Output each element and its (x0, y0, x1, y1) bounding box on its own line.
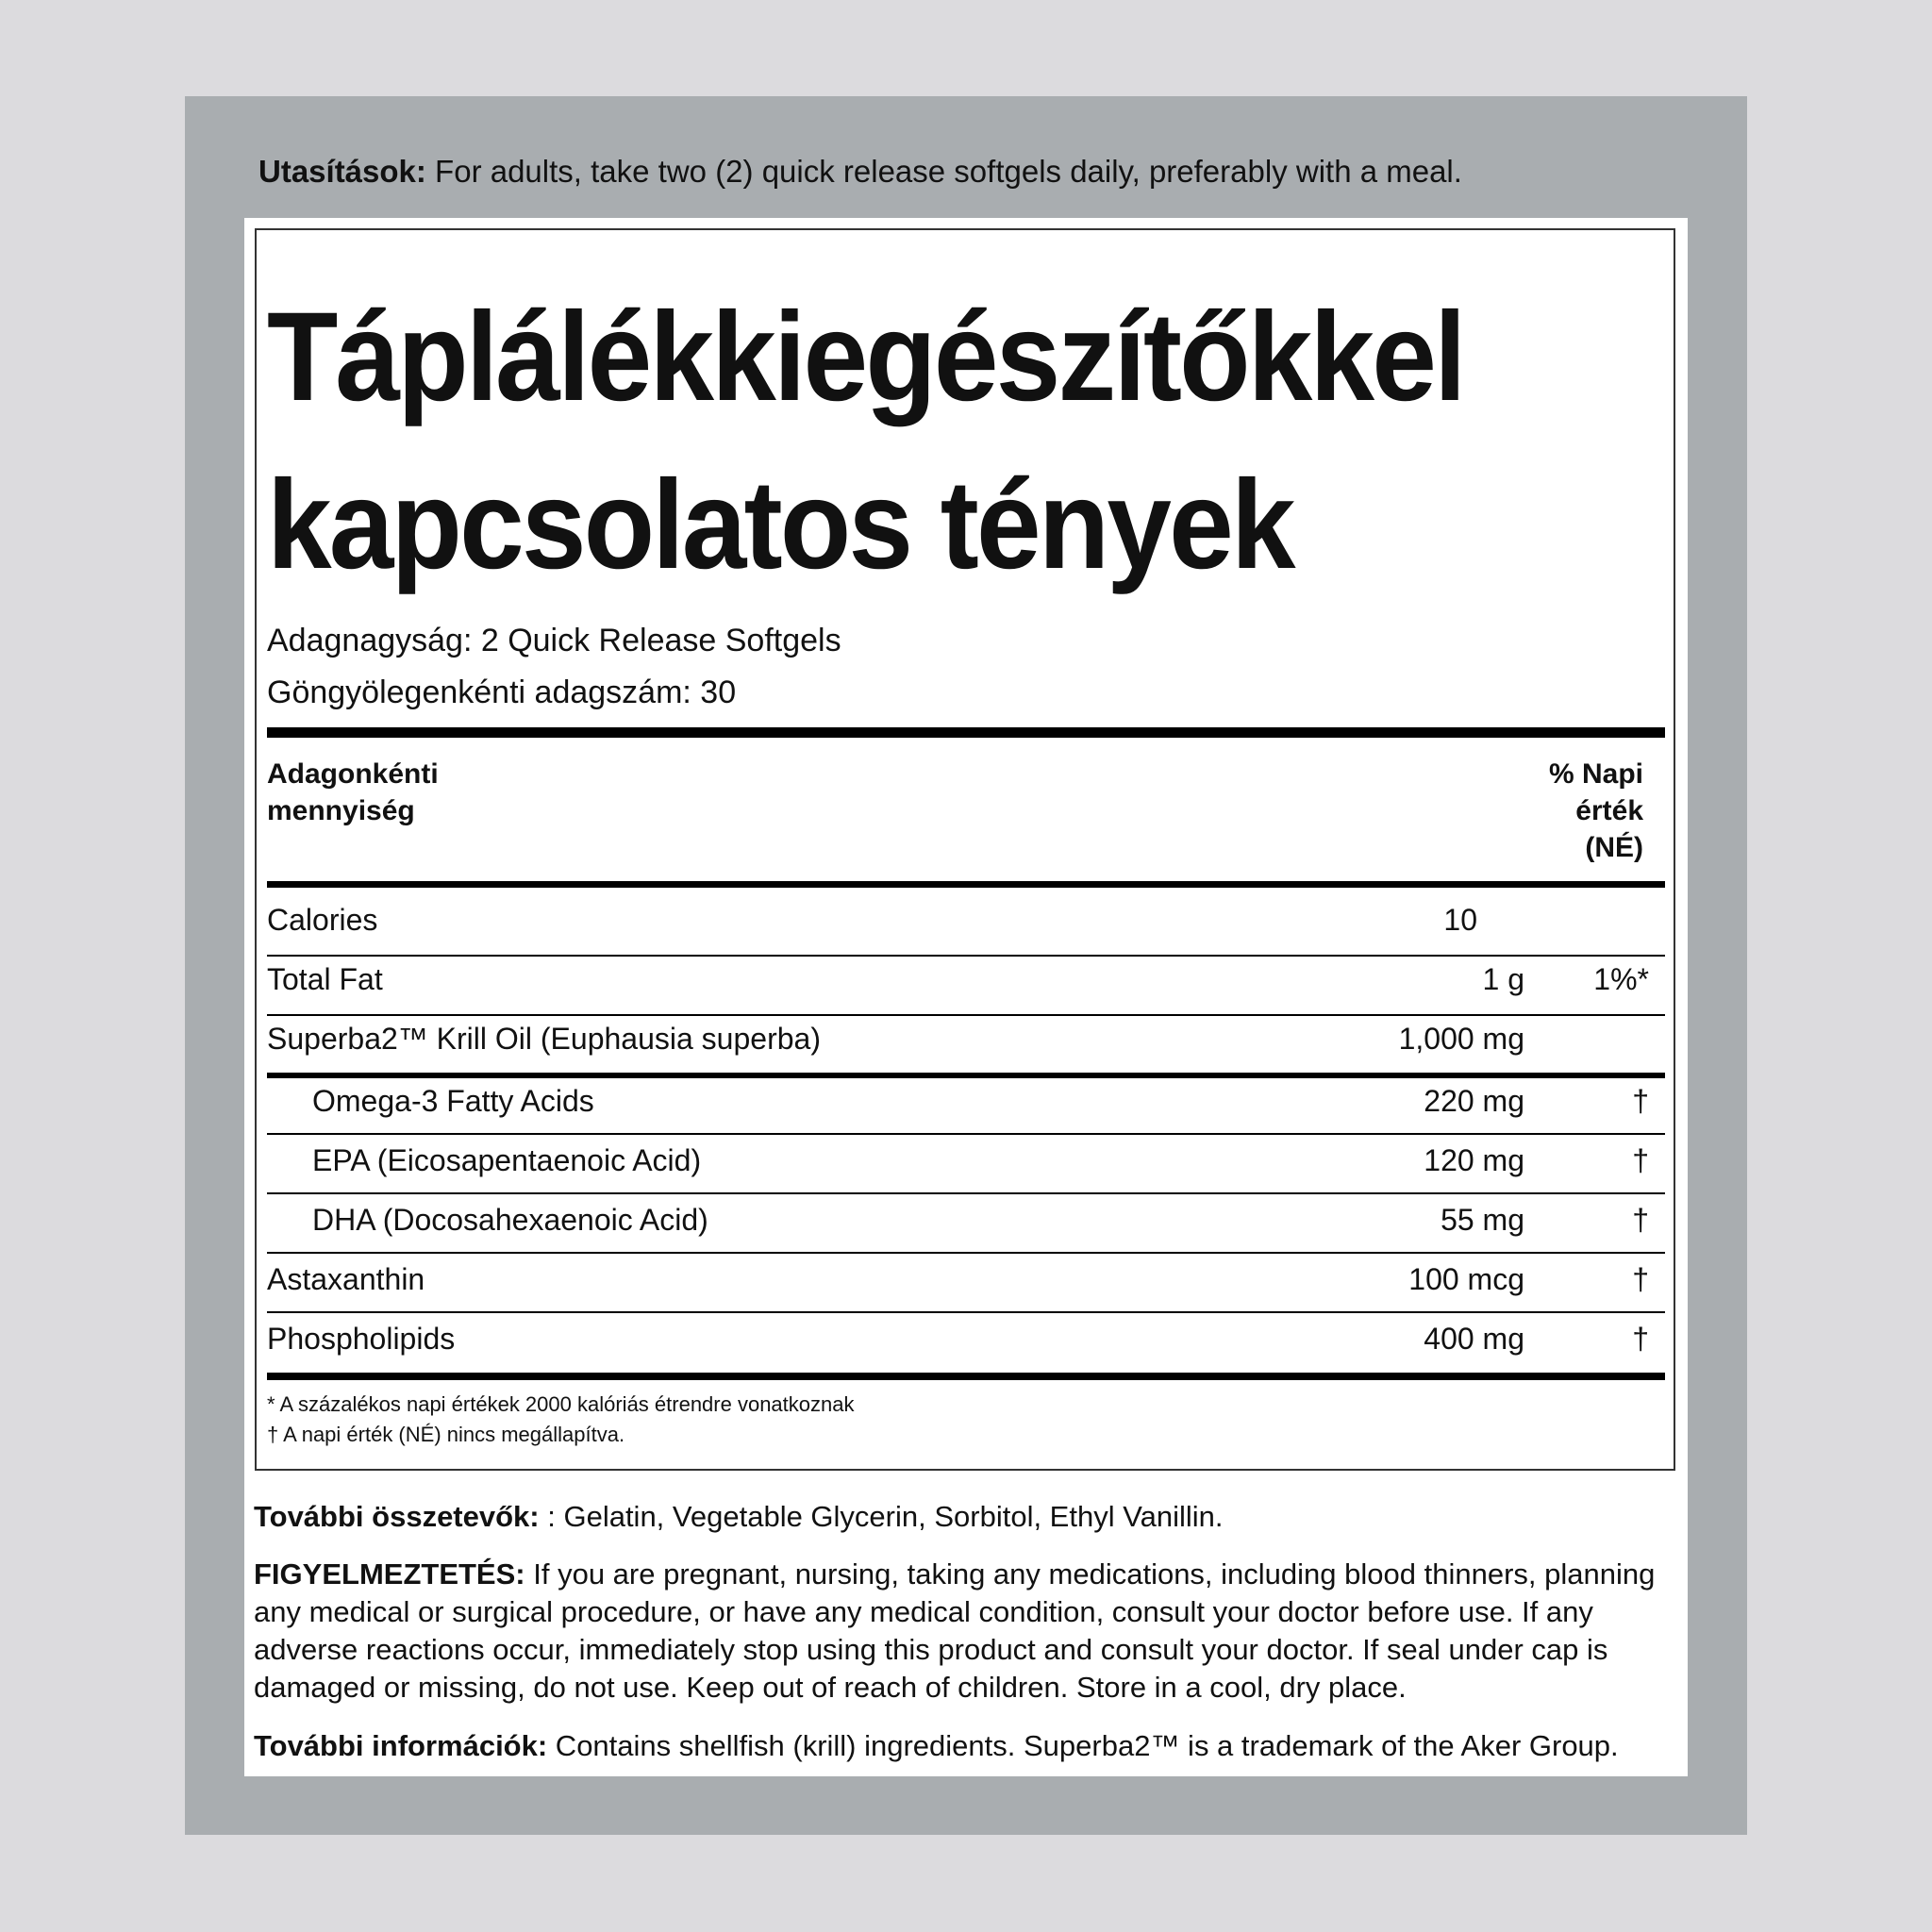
additional-info (254, 1727, 1678, 1765)
nutrient-daily-value: † (1632, 1262, 1649, 1296)
other-ingredients-text: : Gelatin, Vegetable Glycerin, Sorbitol, Ethyl Vanillin. (539, 1500, 1224, 1533)
row-divider (267, 955, 1665, 957)
directions-label: Utasítások: (258, 154, 426, 189)
warning-text: If you are pregnant, nursing, taking any medications, including blood thinners, planning any medical or surgical procedure, or have any medical condition, consult your doctor before use. If any adverse reactions occur, immediately stop using this product and consult your doctor. If seal under cap is damaged or missing, do not use. Keep out of reach of children. Store in a cool, dry place. (254, 1557, 1656, 1704)
facts-title-line-1: Táplálékkiegészítőkkel (267, 287, 1464, 427)
thick-row-divider (267, 1073, 1665, 1078)
nutrient-daily-value: † (1632, 1143, 1649, 1177)
nutrient-amount: 400 mg (1424, 1322, 1524, 1356)
other-ingredients-label: További összetevők: (254, 1500, 540, 1533)
nutrient-amount: 1,000 mg (1398, 1022, 1524, 1056)
additional-info-label: További információk: (254, 1729, 548, 1762)
nutrient-amount: 220 mg (1424, 1084, 1524, 1118)
footnote-dagger: † A napi érték (NÉ) nincs megállapítva. (267, 1423, 625, 1446)
nutrient-daily-value: † (1632, 1084, 1649, 1118)
row-divider (267, 1252, 1665, 1254)
header-left-line-1: Adagonkénti (267, 758, 439, 790)
row-divider (267, 1311, 1665, 1313)
directions-text (258, 151, 1462, 192)
facts-title-line-2: kapcsolatos tények (267, 455, 1293, 595)
servings-per-container: Göngyölegenkénti adagszám: 30 (267, 675, 737, 710)
footnote-percent: * A százalékos napi értékek 2000 kalóriás étrendre vonatkoznak (267, 1392, 855, 1416)
nutrient-amount: 55 mg (1441, 1203, 1524, 1237)
nutrient-name: EPA (Eicosapentaenoic Acid) (312, 1143, 702, 1177)
warning (254, 1556, 1678, 1707)
facts-title (267, 274, 1464, 609)
nutrient-amount: 120 mg (1424, 1143, 1524, 1177)
nutrient-name: Calories (267, 903, 378, 937)
row-divider (267, 1133, 1665, 1135)
nutrient-name: Astaxanthin (267, 1262, 425, 1296)
nutrient-name: Total Fat (267, 962, 383, 996)
serving-size: Adagnagyság: 2 Quick Release Softgels (267, 623, 841, 658)
nutrient-amount: 10 (1443, 903, 1477, 937)
supplement-facts-box (255, 228, 1675, 1471)
row-divider (267, 1192, 1665, 1194)
nutrient-name: Omega-3 Fatty Acids (312, 1084, 594, 1118)
additional-info-text: Contains shellfish (krill) ingredients. Superba2™ is a trademark of the Aker Group. (547, 1729, 1619, 1762)
header-right-line-1: % Napi (1548, 758, 1643, 790)
warning-label: FIGYELMEZTETÉS: (254, 1557, 525, 1591)
thick-divider (267, 1373, 1665, 1380)
nutrient-daily-value: † (1632, 1203, 1649, 1237)
header-right-line-3: (NÉ) (1585, 832, 1643, 863)
header-left-line-2: mennyiség (267, 795, 415, 826)
row-divider (267, 1014, 1665, 1016)
label-card (244, 218, 1688, 1776)
thick-divider (267, 727, 1665, 738)
nutrient-daily-value: 1%* (1593, 962, 1649, 996)
other-ingredients (254, 1498, 1678, 1536)
directions-body: For adults, take two (2) quick release softgels daily, preferably with a meal. (425, 154, 1462, 189)
header-right-line-2: érték (1575, 795, 1643, 826)
nutrient-amount: 1 g (1482, 962, 1524, 996)
nutrient-name: Superba2™ Krill Oil (Euphausia superba) (267, 1022, 821, 1056)
thick-divider (267, 881, 1665, 888)
nutrient-amount: 100 mcg (1408, 1262, 1524, 1296)
amount-per-serving-header (267, 756, 439, 829)
nutrient-name: Phospholipids (267, 1322, 456, 1356)
nutrient-daily-value: † (1632, 1322, 1649, 1356)
nutrient-name: DHA (Docosahexaenoic Acid) (312, 1203, 708, 1237)
daily-value-header (1549, 756, 1643, 866)
